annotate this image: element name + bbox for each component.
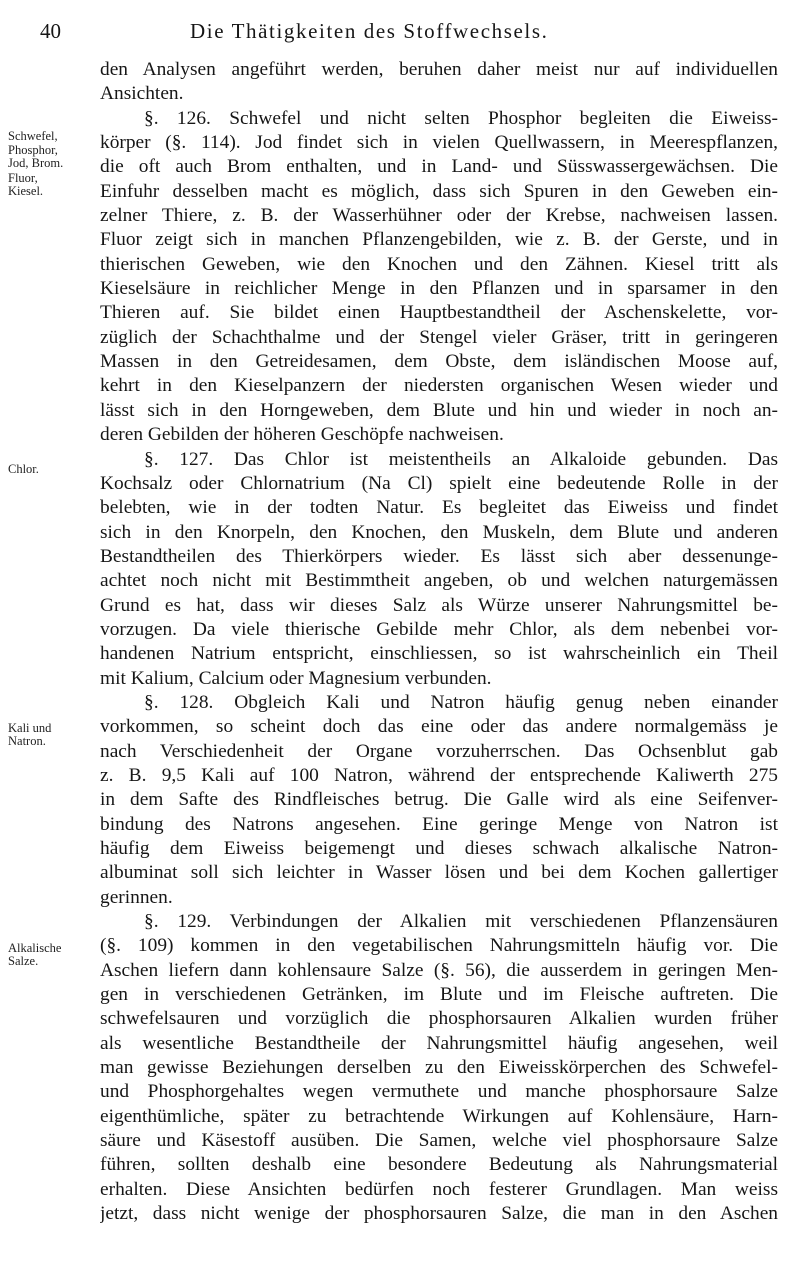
text-line: führen, sollten deshalb eine besondere Bedeutung als Nahrungsmaterial bbox=[100, 1154, 778, 1176]
margin-note-kali: Kali und bbox=[8, 721, 52, 735]
text-line: vorkommen, so scheint doch das eine oder das andere normalgemäss je bbox=[100, 716, 778, 738]
margin-note-schwefel: Schwefel, bbox=[8, 129, 58, 143]
text-line: züglich der Schachthalme und der Stengel vieler Gräser, tritt in geringeren bbox=[100, 326, 778, 348]
margin-note-chlor: Chlor. bbox=[8, 462, 39, 476]
text-line: Kieselsäure in reichlicher Menge in den Pflanzen und in sparsamer in den bbox=[100, 278, 778, 300]
text-line: albuminat soll sich leichter in Wasser lösen und bei dem Kochen gallertiger bbox=[100, 862, 778, 884]
paragraph-start-128: §. 128. Obgleich Kali und Natron häufig genug neben einander bbox=[144, 691, 778, 713]
text-line: gerinnen. bbox=[100, 886, 173, 908]
text-line: die oft auch Brom enthalten, und in Land- und Süsswassergewächsen. Die bbox=[100, 156, 778, 178]
text-line: (§. 109) kommen in den vegetabilischen Nahrungsmitteln häufig vor. Die bbox=[100, 935, 778, 957]
text-line: lässt sich in den Horngeweben, dem Blute und hin und wieder in noch an- bbox=[100, 399, 778, 421]
text-line: achtet noch nicht mit Bestimmtheit angeben, ob und welchen naturgemässen bbox=[100, 570, 778, 592]
text-line: kehrt in den Kieselpanzern der niedersten organischen Wesen wieder und bbox=[100, 375, 778, 397]
text-line: häufig dem Eiweiss beigemengt und dieses schwach alkalische Natron- bbox=[100, 838, 778, 859]
text-line: z. B. 9,5 Kali auf 100 Natron, während der entsprechende Kaliwerth 275 bbox=[100, 764, 778, 786]
text-line: den Analysen angeführt werden, beruhen daher meist nur auf individuellen bbox=[100, 59, 778, 80]
text-line: Ansichten. bbox=[100, 83, 184, 105]
text-line: vorzugen. Da viele thierische Gebilde mehr Chlor, als dem nebenbei vor- bbox=[100, 618, 778, 640]
text-line: Aschen liefern dann kohlensaure Salze (§. 56), die ausserdem in geringen Men- bbox=[100, 959, 778, 981]
margin-note-alkalische: Alkalische bbox=[8, 941, 62, 955]
text-line: Grund es hat, dass wir dieses Salz als Würze unserer Nahrungsmittel be- bbox=[100, 594, 778, 616]
margin-note-phosphor: Phosphor, bbox=[8, 143, 58, 157]
text-line: handenen Natrium entspricht, einschliessen, so ist wahrscheinlich ein Theil bbox=[100, 643, 778, 665]
body-text bbox=[100, 58, 778, 1227]
text-line: gen in verschiedenen Getränken, im Blute und im Fleische auftreten. Die bbox=[100, 984, 778, 1006]
text-line: sich in den Knorpeln, den Knochen, den Muskeln, dem Blute und anderen bbox=[100, 521, 778, 543]
text-line: bindung des Natrons angesehen. Eine geringe Menge von Natron ist bbox=[100, 813, 778, 835]
text-line: zelner Thiere, z. B. der Wasserhühner oder der Krebse, nachweisen lassen. bbox=[100, 205, 778, 227]
text-line: körper (§. 114). Jod findet sich in vielen Quellwassern, in Meerespflanzen, bbox=[100, 132, 778, 154]
page-header bbox=[40, 16, 775, 46]
text-line: man gewisse Beziehungen derselben zu den Eiweisskörperchen des Schwefel- bbox=[100, 1057, 778, 1079]
margin-note-jod-brom: Jod, Brom. bbox=[8, 156, 64, 170]
text-line: als wesentliche Bestandtheile der Nahrungsmittel häufig angesehen, weil bbox=[100, 1032, 778, 1054]
text-line: und Phosphorgehaltes wegen vermuthete und manche phosphorsaure Salze bbox=[100, 1081, 778, 1103]
text-line: Bestandtheilen des Thierkörpers wieder. Es lässt sich aber dessenunge- bbox=[100, 545, 778, 567]
text-line: deren Gebilden der höheren Geschöpfe nachweisen. bbox=[100, 424, 504, 446]
paragraph-start-127: §. 127. Das Chlor ist meistentheils an Alkaloide gebunden. Das bbox=[144, 448, 778, 470]
text-line: nach Verschiedenheit der Organe vorzuherrschen. Das Ochsenblut gab bbox=[100, 740, 778, 762]
margin-note-natron: Natron. bbox=[8, 734, 46, 748]
page-number: 40 bbox=[40, 19, 61, 43]
margin-note-fluor: Fluor, bbox=[8, 171, 38, 185]
paragraph-start-129: §. 129. Verbindungen der Alkalien mit verschiedenen Pflanzensäuren bbox=[144, 911, 778, 933]
text-line: Kochsalz oder Chlornatrium (Na Cl) spielt eine bedeutende Rolle in der bbox=[100, 472, 778, 494]
text-line: Fluor zeigt sich in manchen Pflanzengebilden, wie z. B. der Gerste, und in bbox=[100, 229, 778, 251]
text-line: in dem Safte des Rindfleisches betrug. Die Galle wird als eine Seifenver- bbox=[100, 789, 778, 811]
text-line: thierischen Geweben, wie den Knochen und den Zähnen. Kiesel tritt als bbox=[100, 253, 778, 275]
margin-note-kiesel: Kiesel. bbox=[8, 184, 44, 198]
text-line: mit Kalium, Calcium oder Magnesium verbunden. bbox=[100, 667, 492, 689]
text-line: Thieren auf. Sie bildet einen Hauptbestandtheil der Aschenskelette, vor- bbox=[100, 302, 778, 324]
text-line: schwefelsauren und vorzüglich die phosphorsauren Alkalien wurden früher bbox=[100, 1008, 778, 1030]
text-line: erhalten. Diese Ansichten bedürfen noch festerer Grundlagen. Man weiss bbox=[100, 1178, 778, 1200]
text-line: Massen in den Getreidesamen, dem Obste, dem isländischen Moose auf, bbox=[100, 351, 778, 373]
paragraph-start-126: §. 126. Schwefel und nicht selten Phosphor begleiten die Eiweiss- bbox=[144, 107, 778, 129]
margin-note-salze: Salze. bbox=[8, 954, 39, 968]
running-title: Die Thätigkeiten des Stoffwechsels. bbox=[190, 19, 549, 43]
text-line: säure und Käsestoff ausüben. Die Samen, welche viel phosphorsaure Salze bbox=[100, 1130, 778, 1152]
text-line: belebten, wie in der todten Natur. Es begleitet das Eiweiss und findet bbox=[100, 497, 778, 519]
text-line: eigenthümliche, später zu betrachtende Wirkungen auf Kohlensäure, Harn- bbox=[100, 1105, 778, 1127]
text-line: jetzt, dass nicht wenige der phosphorsauren Salze, die man in den Aschen bbox=[100, 1203, 778, 1225]
text-line: Einfuhr desselben macht es möglich, dass sich Spuren in den Geweben ein- bbox=[100, 180, 778, 202]
